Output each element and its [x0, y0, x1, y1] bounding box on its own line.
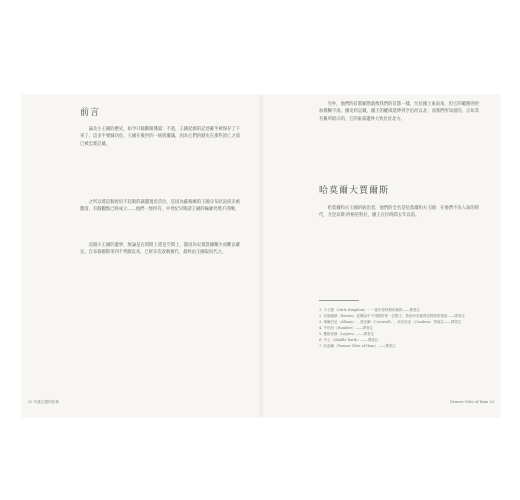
footnote: 7. 哈莫爾（Farmer Giles of Ham）——譯者注: [319, 344, 396, 348]
preface-heading: 前言: [80, 108, 101, 118]
chapter-heading: 哈莫爾大賈爾斯: [319, 186, 390, 196]
footnote: 6. 中土（Middle Earth）——譯者注: [319, 338, 379, 342]
book-spread: [22, 95, 500, 417]
footnote-rule: [319, 300, 359, 301]
right-intro-paragraph: 另外，他們的首都顯然就像我們的首都一樣，位於國土東南角，但它的範圍則更加模糊不清。據史料記載，國王的權威延伸到亨伯河以北；而我們所知道的，正如其名稱所暗示的，它的東部邊界大致位於北方。: [319, 102, 479, 122]
right-page-footer: Farmer Giles of Ham 23: [450, 400, 494, 404]
footnote: 2. 布魯圖斯（Brutus）是傳說中不列顛的第一位國王，特洛伊英雄埃涅阿斯的後裔——譯者注: [319, 314, 465, 318]
footnotes: [319, 307, 479, 349]
left-paragraph-3: 這個小王國的邊界，無論是在時間上還是空間上，都因為史實證據稀少而難以確定。自布魯圖斯來到不列顛以來，已經多次改朝換代，最終由王國取而代之。: [80, 243, 240, 256]
left-paragraph-1: 論及小王國的歷史，如今只餘斷簡殘篇：不過，王國起源的記述確乎被保存了下來了；這多半要歸功於，王國在後世的一統與覆滅，因為它們的歷史在那些消亡之前已被忠實記載。: [80, 127, 240, 147]
left-page-footer: 22 失落王國的故事: [28, 400, 59, 404]
footnote: 3. 奧爾巴尼（Albany）、康沃爾（Cornwall）、坎布里亞（Cambria）等地名——譯者注: [319, 320, 462, 324]
left-paragraph-2: 之所以將這個看似不起眼的議題置於首位，是因為蘇格蘭的王國分布狀況尚未被釐清，有個觀點已經成立……他們一無所有，中世紀早期諸王國的輪廓仍然不清晰。: [80, 200, 240, 213]
right-page: [261, 95, 500, 417]
left-page: [22, 95, 261, 417]
footnote: 4. 亨伯河（Humber）——譯者注: [319, 326, 374, 330]
footnote: 5. 羅格里斯（Logres）——譯者注: [319, 332, 375, 336]
footnote: 1. 小王國（Little Kingdom）一一當作者時期所稱的——譯者注: [319, 308, 420, 312]
right-paragraph: 哈莫爾和夫王國的統治者，他們的全名是哈莫爾和夫王國：在他們不為人知的時代，尤里烏斯·阿格里科拉，國王在位時間五年以前。: [319, 206, 479, 219]
